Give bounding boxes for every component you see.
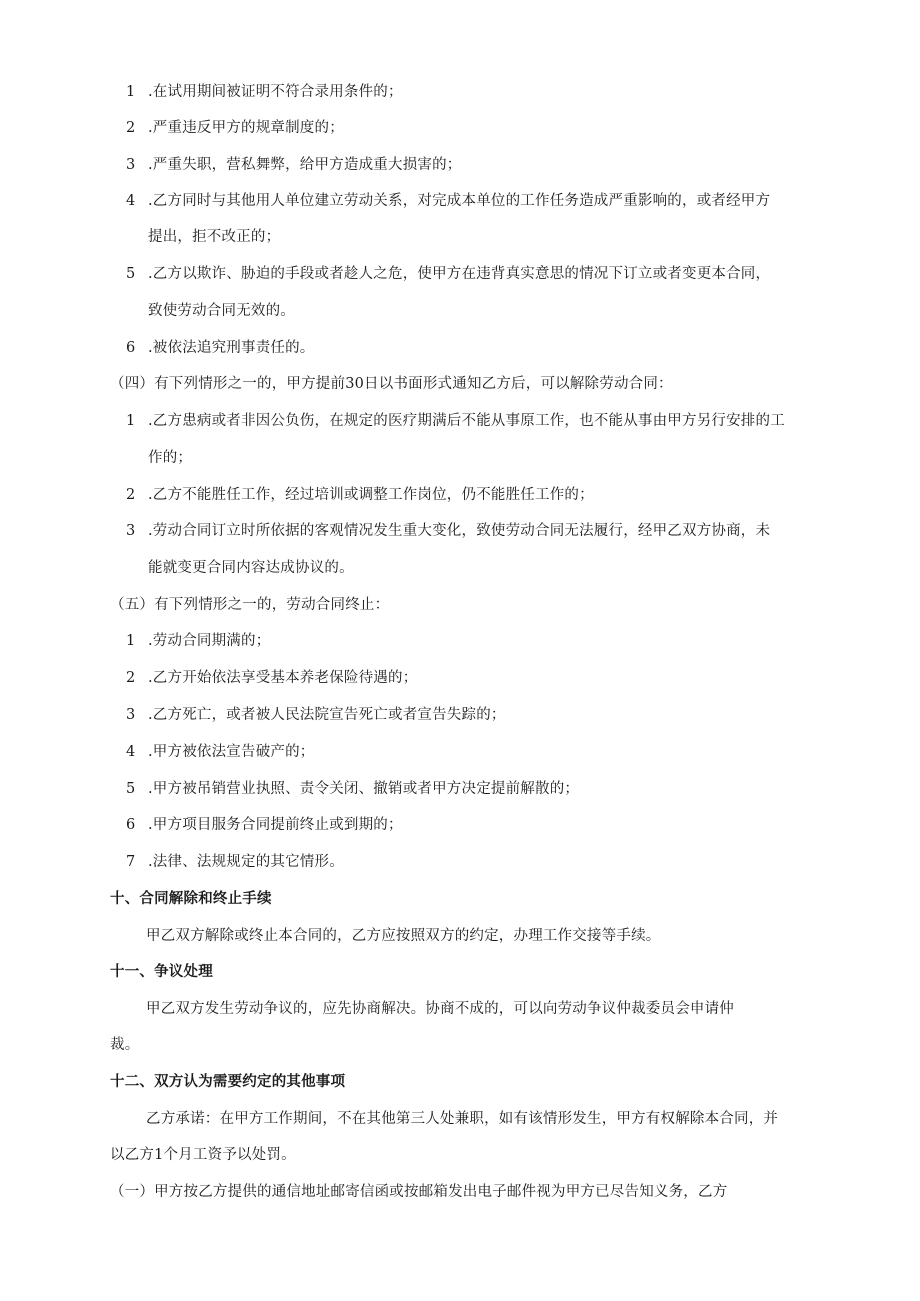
item-text: .严重违反甲方的规章制度的； [148, 120, 344, 136]
list-item [126, 485, 594, 505]
item-text: .甲方被依法宣告破产的； [148, 744, 315, 760]
list-item [126, 815, 403, 835]
item-number: 4 [126, 744, 136, 760]
section-body: 以乙方1个月工资予以处罚。 [110, 1147, 296, 1163]
list-item-continuation: 致使劳动合同无效的。 [148, 303, 295, 319]
item-number: 4 [126, 193, 136, 209]
list-item [126, 155, 462, 175]
item-text: .法律、法规规定的其它情形。 [148, 854, 344, 870]
item-number: 7 [126, 854, 136, 870]
list-item [126, 705, 506, 725]
list-item [126, 521, 770, 541]
item-text: .乙方不能胜任工作，经过培训或调整工作岗位，仍不能胜任工作的； [148, 487, 594, 503]
item-number: 2 [126, 487, 136, 503]
item-text: .被依法追究刑事责任的。 [148, 340, 315, 356]
item-text: .乙方患病或者非因公负伤，在规定的医疗期满后不能从事原工作，也不能从事由甲方另行安排的工 [148, 413, 785, 429]
subsection-title: （五）有下列情形之一的，劳动合同终止： [110, 597, 390, 613]
item-number: 2 [126, 120, 136, 136]
item-number: 1 [126, 413, 136, 429]
item-number: 5 [126, 781, 136, 797]
list-item [126, 82, 403, 102]
section-heading: 十二、双方认为需要约定的其他事项 [110, 1074, 346, 1090]
item-number: 6 [126, 340, 136, 356]
list-item-continuation: 提出，拒不改正的； [148, 229, 281, 245]
item-text: .严重失职，营私舞弊，给甲方造成重大损害的； [148, 157, 462, 173]
section-heading: 十、合同解除和终止手续 [110, 891, 272, 907]
item-number: 2 [126, 670, 136, 686]
list-item [126, 118, 344, 138]
item-number: 3 [126, 707, 136, 723]
section-body: 甲乙双方解除或终止本合同的，乙方应按照双方的约定，办理工作交接等手续。 [146, 928, 661, 944]
subsection-title: （一）甲方按乙方提供的通信地址邮寄信函或按邮箱发出电子邮件视为甲方已尽告知义务，乙方 [110, 1184, 728, 1200]
list-item [126, 631, 270, 651]
subsection-title: （四）有下列情形之一的，甲方提前30日以书面形式通知乙方后，可以解除劳动合同： [110, 376, 673, 392]
item-text: .甲方被吊销营业执照、责令关闭、撤销或者甲方决定提前解散的； [148, 781, 580, 797]
list-item [126, 668, 417, 688]
item-number: 5 [126, 266, 136, 282]
list-item [126, 338, 315, 358]
item-number: 3 [126, 523, 136, 539]
item-text: .乙方死亡，或者被人民法院宣告死亡或者宣告失踪的； [148, 707, 506, 723]
item-number: 3 [126, 157, 136, 173]
item-text: .在试用期间被证明不符合录用条件的； [148, 84, 403, 100]
item-text: .乙方开始依法享受基本养老保险待遇的； [148, 670, 418, 686]
section-heading: 十一、争议处理 [110, 964, 213, 980]
section-body: 甲乙双方发生劳动争议的，应先协商解决。协商不成的，可以向劳动争议仲裁委员会申请仲 [146, 1001, 734, 1017]
list-item [126, 411, 785, 431]
item-number: 6 [126, 817, 136, 833]
item-text: .劳动合同期满的； [148, 633, 271, 649]
list-item [126, 264, 770, 284]
item-text: .甲方项目服务合同提前终止或到期的； [148, 817, 403, 833]
item-number: 1 [126, 633, 136, 649]
section-body: 乙方承诺：在甲方工作期间，不在其他第三人处兼职，如有该情形发生，甲方有权解除本合同，并 [146, 1111, 779, 1127]
list-item [126, 191, 770, 211]
item-text: .乙方以欺诈、胁迫的手段或者趁人之危，使甲方在违背真实意思的情况下订立或者变更本合同， [148, 266, 771, 282]
list-item [126, 742, 315, 762]
list-item-continuation: 能就变更合同内容达成协议的。 [148, 560, 354, 576]
section-body: 裁。 [110, 1037, 140, 1053]
list-item [126, 779, 579, 799]
list-item-continuation: 作的； [148, 450, 193, 466]
item-number: 1 [126, 84, 136, 100]
item-text: .劳动合同订立时所依据的客观情况发生重大变化，致使劳动合同无法履行，经甲乙双方协商，未 [148, 523, 771, 539]
item-text: .乙方同时与其他用人单位建立劳动关系，对完成本单位的工作任务造成严重影响的，或者经甲方 [148, 193, 771, 209]
list-item [126, 852, 344, 872]
